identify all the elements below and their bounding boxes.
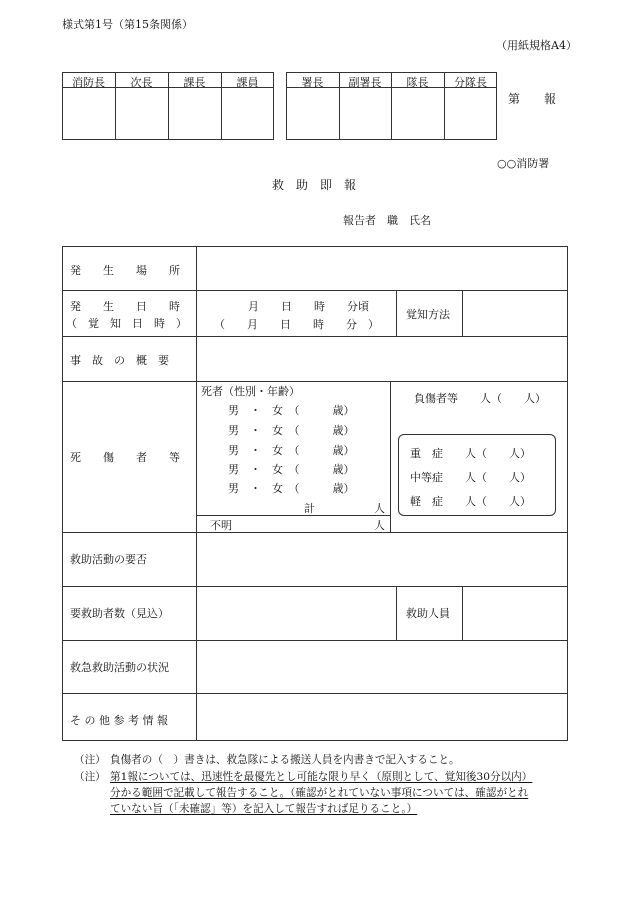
note-2-line-2: 分かる範囲で記載して報告すること。（確認がとれていない事項については、確認がとれ [110,787,529,799]
label-rescue-need: 救助活動の要否 [70,553,147,566]
report-count: 第 報 [508,92,557,106]
label-casualties: 死 傷 者 等 [70,451,180,464]
label-emergency-status: 救急救助活動の状況 [70,661,169,674]
page-title: 救 助 即 報 [272,178,357,192]
stamp-label-squad-leader: 分隊長 [454,76,487,89]
injured-severe: 重 症 人（ 人） [410,447,531,460]
dead-header: 死者（性別・年齢） [201,385,300,398]
stamp-label-captain: 隊長 [406,76,429,89]
unknown-label: 不明 [210,519,232,532]
stamp-label-section-chief: 課長 [183,76,206,89]
stamp-label-chief: 消防長 [72,76,105,89]
label-other-info: そ の 他 参 考 情 報 [70,714,168,727]
injured-mild: 軽 症 人（ 人） [410,495,531,508]
injured-header: 負傷者等 人（ 人） [414,392,546,405]
label-awareness-datetime: （ 覚 知 日 時 ） [66,317,187,330]
unknown-unit: 人 [374,519,385,532]
stamp-label-station-chief: 署長 [301,76,324,89]
form-number: 様式第1号（第15条関係） [62,18,193,31]
paper-size: （用紙規格A4） [496,39,577,52]
label-awareness-method: 覚知方法 [406,308,450,321]
injured-moderate: 中等症 人（ 人） [410,471,531,484]
dead-total-label: 計 [304,502,315,515]
datetime-value: 月 日 時 分頃 [248,300,369,313]
dead-row: 男 ・ 女 （ 歳） [228,444,355,457]
dead-row: 男 ・ 女 （ 歳） [228,424,355,437]
dead-total-unit: 人 [374,502,385,515]
station-name: ○○消防署 [497,157,550,170]
stamp-label-deputy: 次長 [130,76,153,89]
dead-row: 男 ・ 女 （ 歳） [228,404,355,417]
note-1-mark: （注） [74,754,106,766]
note-2-line-1: 第1報については、迅速性を最優先とし可能な限り早く（原則として、覚知後30分以内） [110,771,533,783]
awareness-datetime-value: （ 月 日 時 分 ） [214,318,379,331]
label-datetime: 発 生 日 時 [70,300,180,313]
dead-row: 男 ・ 女 （ 歳） [228,463,355,476]
dead-row: 男 ・ 女 （ 歳） [228,482,355,495]
label-rescue-staff: 救助人員 [406,607,450,620]
stamp-label-vice-station-chief: 副署長 [348,76,382,89]
note-1-text: 負傷者の（ ）書きは、救急隊による搬送人員を内書きで記入すること。 [110,754,460,766]
label-location: 発 生 場 所 [70,264,180,277]
stamp-label-staff: 課員 [236,76,259,89]
note-2-mark: （注） [74,771,106,783]
label-summary: 事 故 の 概 要 [70,354,169,367]
note-2-line-3: ていない旨（「未確認」等）を記入して報告すれば足りること。） [110,803,418,815]
reporter-line: 報告者 職 氏名 [343,214,431,227]
label-rescuees: 要救助者数（見込） [70,607,169,620]
